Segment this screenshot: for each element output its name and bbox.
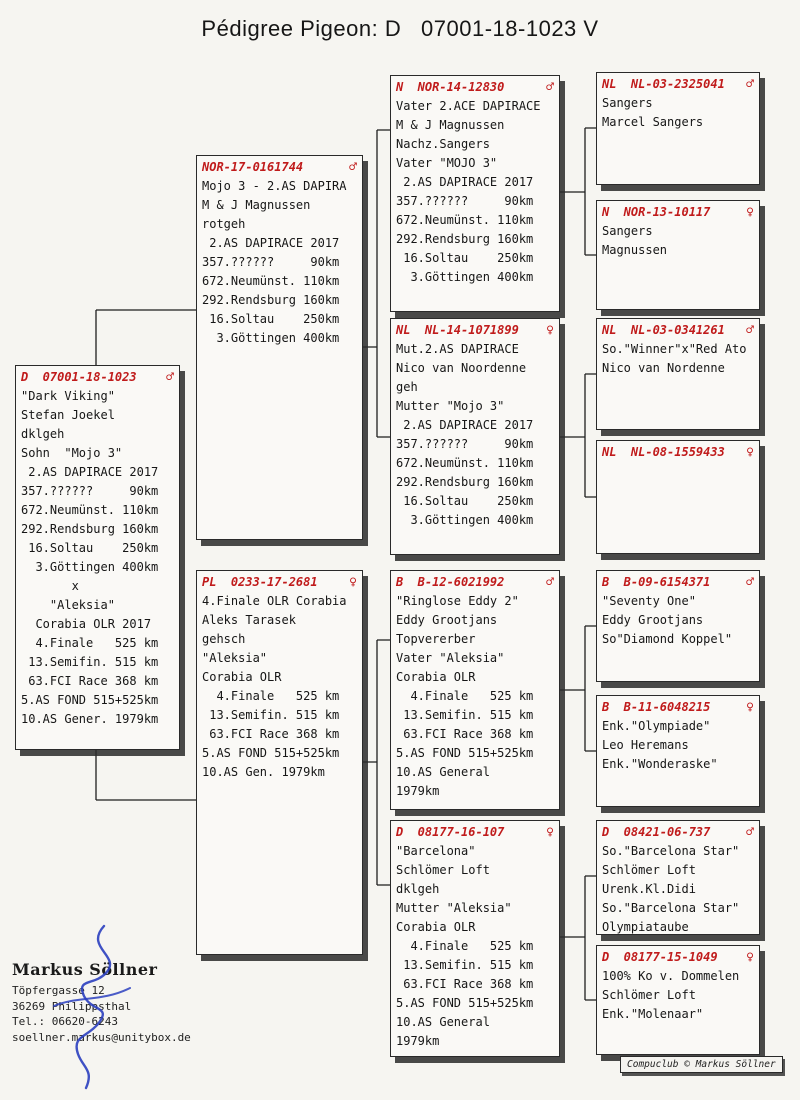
ring-header: [202, 573, 357, 591]
pedigree-line: 2.AS DAPIRACE 2017: [21, 465, 159, 479]
pedigree-line: 63.FCI Race 368 km: [202, 727, 340, 741]
owner-block: [12, 960, 191, 1045]
ring-header: [602, 573, 754, 591]
pedigree-line: "Dark Viking": [21, 389, 115, 403]
pedigree-text: [602, 222, 754, 260]
pedigree-line: "Barcelona": [396, 844, 476, 858]
pedigree-line: 672.Neumünst. 110km: [396, 456, 534, 470]
pedigree-line: Schlömer Loft: [602, 863, 696, 877]
box-gen4-3: [596, 318, 760, 430]
pedigree-text: [602, 717, 754, 774]
box-gen3-granddam-maternal: [390, 820, 560, 1057]
pedigree-text: [396, 842, 554, 1051]
pedigree-line: 292.Rendsburg 160km: [202, 293, 340, 307]
pedigree-line: Aleks Tarasek: [202, 613, 296, 627]
pedigree-line: So"Diamond Koppel": [602, 632, 733, 646]
pedigree-line: 3.Göttingen 400km: [202, 331, 340, 345]
pedigree-line: 5.AS FOND 515+525km: [396, 996, 534, 1010]
box-gen2-sire: [196, 155, 363, 540]
pedigree-text: [396, 97, 554, 287]
ring-header: [396, 573, 554, 591]
female-symbol-icon: ♀: [746, 700, 754, 715]
pedigree-line: 5.AS FOND 515+525km: [202, 746, 340, 760]
pedigree-line: 3.Göttingen 400km: [396, 270, 534, 284]
pedigree-line: 13.Semifin. 515 km: [21, 655, 159, 669]
box-gen3-granddam-paternal: [390, 318, 560, 555]
ring-number: NOR-17-0161744: [202, 160, 304, 174]
pedigree-line: Sangers: [602, 224, 653, 238]
ring-header: [21, 368, 174, 386]
pedigree-line: 13.Semifin. 515 km: [202, 708, 340, 722]
pedigree-line: 357.?????? 90km: [396, 437, 534, 451]
pedigree-text: [396, 592, 554, 801]
pedigree-line: 3.Göttingen 400km: [21, 560, 159, 574]
male-symbol-icon: ♂: [546, 575, 554, 590]
ring-number: NL NL-14-1071899: [396, 323, 519, 337]
male-symbol-icon: ♂: [349, 160, 357, 175]
pedigree-line: Schlömer Loft: [396, 863, 490, 877]
ring-header: [602, 698, 754, 716]
pedigree-line: 10.AS General: [396, 1015, 490, 1029]
pedigree-line: 16.Soltau 250km: [21, 541, 159, 555]
pedigree-line: Magnussen: [602, 243, 668, 257]
pedigree-line: "Ringlose Eddy 2": [396, 594, 519, 608]
pedigree-line: Sohn "Mojo 3": [21, 446, 123, 460]
pedigree-line: geh: [396, 380, 418, 394]
pedigree-text: [602, 340, 754, 378]
pedigree-line: Olympiataube: [602, 920, 689, 934]
pedigree-text: [602, 94, 754, 132]
pedigree-line: So."Barcelona Star": [602, 901, 740, 915]
pedigree-line: 292.Rendsburg 160km: [396, 232, 534, 246]
pedigree-line: 2.AS DAPIRACE 2017: [396, 175, 534, 189]
ring-number: NL NL-08-1559433: [602, 445, 725, 459]
pedigree-line: 5.AS FOND 515+525km: [396, 746, 534, 760]
pedigree-line: 100% Ko v. Dommelen: [602, 969, 740, 983]
pedigree-line: 2.AS DAPIRACE 2017: [202, 236, 340, 250]
pedigree-line: "Aleksia": [21, 598, 115, 612]
pedigree-line: Eddy Grootjans: [396, 613, 498, 627]
pedigree-line: So."Winner"x"Red Ato: [602, 342, 747, 356]
pedigree-line: 10.AS Gener. 1979km: [21, 712, 159, 726]
box-gen4-4: [596, 440, 760, 554]
ring-header: [602, 948, 754, 966]
pedigree-line: 16.Soltau 250km: [396, 494, 534, 508]
female-symbol-icon: ♀: [746, 950, 754, 965]
female-symbol-icon: ♀: [546, 825, 554, 840]
box-gen4-1: [596, 72, 760, 185]
pedigree-line: M & J Magnussen: [202, 198, 311, 212]
ring-number: B B-09-6154371: [602, 575, 711, 589]
ring-header: [396, 823, 554, 841]
ring-number: B B-12-6021992: [396, 575, 505, 589]
pedigree-line: Mutter "Mojo 3": [396, 399, 505, 413]
box-gen4-5: [596, 570, 760, 682]
pedigree-line: Vater 2.ACE DAPIRACE: [396, 99, 541, 113]
pedigree-line: Leo Heremans: [602, 738, 689, 752]
pedigree-line: 3.Göttingen 400km: [396, 513, 534, 527]
ring-header: [202, 158, 357, 176]
pedigree-line: 13.Semifin. 515 km: [396, 958, 534, 972]
ring-number: NL NL-03-0341261: [602, 323, 725, 337]
pedigree-line: Mutter "Aleksia": [396, 901, 512, 915]
pedigree-line: Nico van Noordenne: [396, 361, 527, 375]
ring-number: D 08177-15-1049: [602, 950, 718, 964]
pedigree-line: Vater "MOJO 3": [396, 156, 498, 170]
pedigree-line: "Seventy One": [602, 594, 696, 608]
pedigree-line: Corabia OLR: [396, 920, 476, 934]
ring-number: B B-11-6048215: [602, 700, 711, 714]
ring-header: [396, 78, 554, 96]
male-symbol-icon: ♂: [166, 370, 174, 385]
ring-number: D 07001-18-1023: [21, 370, 137, 384]
pedigree-line: Corabia OLR: [396, 670, 476, 684]
pedigree-line: 10.AS Gen. 1979km: [202, 765, 325, 779]
female-symbol-icon: ♀: [546, 323, 554, 338]
pedigree-line: 4.Finale 525 km: [21, 636, 159, 650]
pedigree-line: Schlömer Loft: [602, 988, 696, 1002]
pedigree-text: [602, 967, 754, 1024]
owner-phone: Tel.: 06620-6243: [12, 1015, 118, 1028]
pedigree-line: 292.Rendsburg 160km: [396, 475, 534, 489]
pedigree-line: Eddy Grootjans: [602, 613, 704, 627]
box-gen3-grandsire-paternal: [390, 75, 560, 312]
ring-number: D 08421-06-737: [602, 825, 711, 839]
female-symbol-icon: ♀: [746, 205, 754, 220]
pedigree-line: Mut.2.AS DAPIRACE: [396, 342, 519, 356]
pedigree-line: 4.Finale 525 km: [202, 689, 340, 703]
ring-number: PL 0233-17-2681: [202, 575, 318, 589]
pedigree-line: 63.FCI Race 368 km: [21, 674, 159, 688]
female-symbol-icon: ♀: [746, 445, 754, 460]
box-gen3-grandsire-maternal: [390, 570, 560, 810]
male-symbol-icon: ♂: [746, 825, 754, 840]
pedigree-line: 63.FCI Race 368 km: [396, 977, 534, 991]
ring-header: [602, 321, 754, 339]
pedigree-line: 357.?????? 90km: [21, 484, 159, 498]
pedigree-line: 63.FCI Race 368 km: [396, 727, 534, 741]
pedigree-line: 10.AS General: [396, 765, 490, 779]
pedigree-text: [396, 340, 554, 530]
pedigree-line: 16.Soltau 250km: [396, 251, 534, 265]
pedigree-line: 1979km: [396, 784, 440, 798]
pedigree-line: dklgeh: [396, 882, 440, 896]
pedigree-line: x: [21, 579, 79, 593]
pedigree-line: Enk."Olympiade": [602, 719, 711, 733]
pedigree-line: Corabia OLR 2017: [21, 617, 152, 631]
software-credit: Compuclub © Markus Söllner: [620, 1056, 783, 1073]
pedigree-line: Nico van Nordenne: [602, 361, 725, 375]
pedigree-line: 357.?????? 90km: [202, 255, 340, 269]
pedigree-line: Enk."Molenaar": [602, 1007, 704, 1021]
male-symbol-icon: ♂: [746, 323, 754, 338]
pedigree-line: 357.?????? 90km: [396, 194, 534, 208]
pedigree-line: Nachz.Sangers: [396, 137, 490, 151]
ring-header: [396, 321, 554, 339]
ring-number: N NOR-14-12830: [396, 80, 505, 94]
pedigree-line: 672.Neumünst. 110km: [396, 213, 534, 227]
pedigree-line: 16.Soltau 250km: [202, 312, 340, 326]
page-title: Pédigree Pigeon: D 07001-18-1023 V: [201, 16, 599, 41]
pedigree-line: Urenk.Kl.Didi: [602, 882, 696, 896]
pedigree-line: 1979km: [396, 1034, 440, 1048]
ring-header: [602, 75, 754, 93]
male-symbol-icon: ♂: [546, 80, 554, 95]
pedigree-line: Topvererber: [396, 632, 476, 646]
pedigree-text: [202, 592, 357, 782]
ring-header: [602, 443, 754, 461]
pedigree-line: 4.Finale 525 km: [396, 939, 534, 953]
box-gen4-8: [596, 945, 760, 1055]
pedigree-line: Vater "Aleksia": [396, 651, 505, 665]
ring-header: [602, 823, 754, 841]
pedigree-line: 292.Rendsburg 160km: [21, 522, 159, 536]
pedigree-line: 2.AS DAPIRACE 2017: [396, 418, 534, 432]
owner-city: 36269 Philippsthal: [12, 999, 132, 1013]
box-gen4-6: [596, 695, 760, 807]
pedigree-line: Enk."Wonderaske": [602, 757, 718, 771]
pedigree-line: Sangers: [602, 96, 653, 110]
pedigree-line: "Aleksia": [202, 651, 268, 665]
box-gen2-dam: [196, 570, 363, 955]
pedigree-line: rotgeh: [202, 217, 246, 231]
box-gen1-subject: [15, 365, 180, 750]
pedigree-line: Mojo 3 - 2.AS DAPIRA: [202, 179, 347, 193]
pedigree-line: M & J Magnussen: [396, 118, 505, 132]
pedigree-text: [602, 842, 754, 935]
box-gen4-2: [596, 200, 760, 310]
ring-header: [602, 203, 754, 221]
ring-number: N NOR-13-10117: [602, 205, 711, 219]
pedigree-line: 5.AS FOND 515+525km: [21, 693, 159, 707]
pedigree-line: Marcel Sangers: [602, 115, 704, 129]
pedigree-line: 672.Neumünst. 110km: [202, 274, 340, 288]
owner-email: soellner.markus@unitybox.de: [12, 1030, 191, 1044]
pedigree-line: 4.Finale OLR Corabia: [202, 594, 347, 608]
pedigree-text: [602, 592, 754, 649]
pedigree-line: 4.Finale 525 km: [396, 689, 534, 703]
owner-street: Töpfergasse 12: [12, 984, 105, 997]
pedigree-line: dklgeh: [21, 427, 65, 441]
pedigree-text: [202, 177, 357, 348]
pedigree-line: Corabia OLR: [202, 670, 282, 684]
pedigree-line: gehsch: [202, 632, 246, 646]
pedigree-line: So."Barcelona Star": [602, 844, 740, 858]
female-symbol-icon: ♀: [349, 575, 357, 590]
pedigree-line: 13.Semifin. 515 km: [396, 708, 534, 722]
male-symbol-icon: ♂: [746, 77, 754, 92]
box-gen4-7: [596, 820, 760, 935]
owner-name: Markus Söllner: [12, 960, 158, 979]
pedigree-text: [21, 387, 174, 729]
ring-number: D 08177-16-107: [396, 825, 505, 839]
pedigree-line: Stefan Joekel: [21, 408, 115, 422]
male-symbol-icon: ♂: [746, 575, 754, 590]
pedigree-line: 672.Neumünst. 110km: [21, 503, 159, 517]
ring-number: NL NL-03-2325041: [602, 77, 725, 91]
